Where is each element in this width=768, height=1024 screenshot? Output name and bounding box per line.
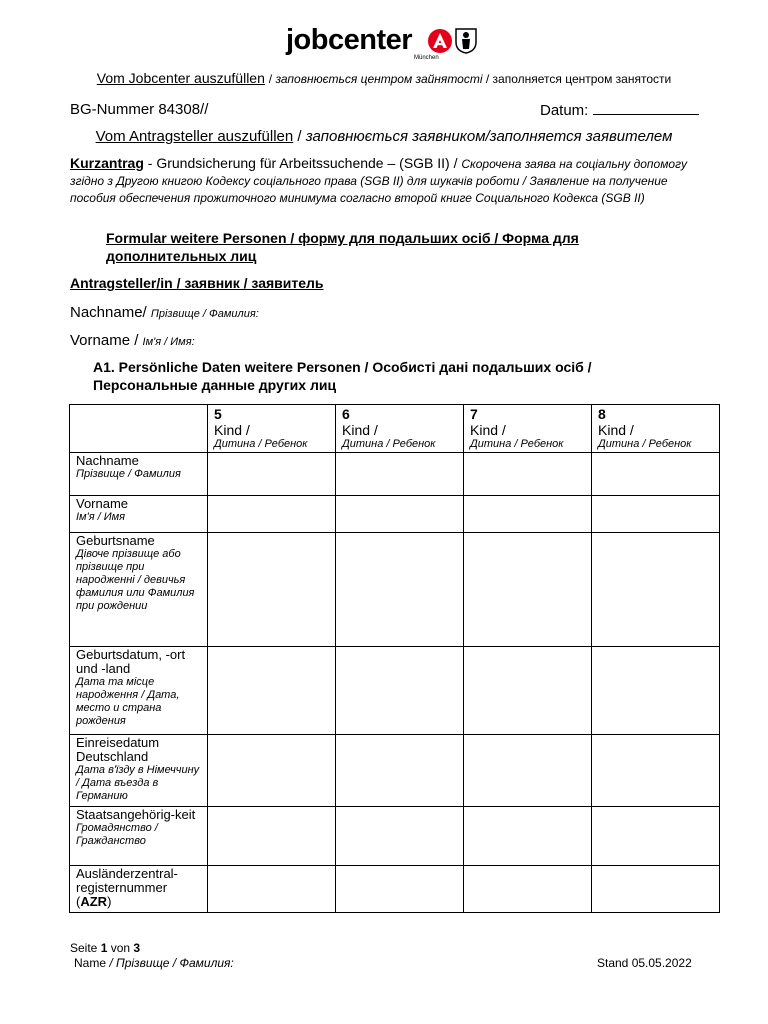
input-cell[interactable] [592,453,720,496]
column-kind: Kind / [342,422,378,438]
form-title: Formular weitere Personen / форму для подальших осіб / Форма для дополнительных лиц [106,230,579,264]
footer-name-sub: / Прізвище / Фамилия: [106,956,234,970]
fill-by-center-line: Vom Jobcenter auszufüllen / заповнюється центром зайнятості / заполняется центром занятости [96,70,672,86]
jobcenter-logo [286,24,486,64]
datum-blank[interactable] [593,101,699,115]
row-label-sub: Прізвище / Фамилия [76,468,181,480]
arbeitsagentur-logo-icon [428,29,452,53]
firstname-sub: Ім'я / Имя: [142,336,195,348]
input-cell[interactable] [464,647,592,735]
fill-by-center-uk: заповнюється центром зайнятості [275,72,483,86]
column-header-8 [592,405,720,453]
input-cell[interactable] [336,866,464,913]
row-label-de: Einreisedatum Deutschland [76,735,160,764]
kurzantrag-title: Kurzantrag [70,155,144,171]
row-label-de: Nachname [76,453,139,468]
fill-by-applicant-line: Vom Antragsteller auszufüllen / заповнюється заявником/заполняется заявителем [95,128,673,145]
row-label-de: Geburtsname [76,533,155,548]
page-number: 1 [100,941,108,955]
page-pre: Seite [70,941,101,955]
column-header-6 [336,405,464,453]
lastname-label: Nachname/ [70,304,151,321]
column-header-7 [464,405,592,453]
table-row [70,533,720,647]
table-row [70,735,720,807]
input-cell[interactable] [464,533,592,647]
input-cell[interactable] [592,735,720,807]
row-label-azr [70,866,208,913]
table-corner-cell [70,405,208,453]
input-cell[interactable] [208,533,336,647]
applicant-lastname-field[interactable] [70,304,259,321]
row-label-sub: Дівоче прізвище або прізвище при народженні / девичья фамилия или Фамилия при рождении [76,548,195,612]
firstname-label: Vorname / [70,332,143,349]
input-cell[interactable] [592,533,720,647]
column-number: 5 [214,406,222,422]
lastname-sub: Прізвище / Фамилия: [150,308,259,320]
input-cell[interactable] [208,496,336,533]
input-cell[interactable] [464,735,592,807]
input-cell[interactable] [336,533,464,647]
column-sub: Дитина / Ребенок [342,438,436,450]
column-number: 7 [470,406,478,422]
table-row [70,496,720,533]
fill-by-applicant-de: Vom Antragsteller auszufüllen [95,128,294,145]
input-cell[interactable] [592,866,720,913]
table-row [70,453,720,496]
row-label-sub: Ім'я / Имя [76,511,126,523]
column-number: 8 [598,406,606,422]
row-label-einreisedatum [70,735,208,807]
input-cell[interactable] [336,735,464,807]
column-sub: Дитина / Ребенок [598,438,692,450]
column-header-5 [208,405,336,453]
input-cell[interactable] [336,496,464,533]
input-cell[interactable] [592,647,720,735]
input-cell[interactable] [208,807,336,866]
input-cell[interactable] [464,866,592,913]
footer-name-field [74,956,234,970]
input-cell[interactable] [208,647,336,735]
column-kind: Kind / [470,422,506,438]
input-cell[interactable] [464,496,592,533]
table-header-row [70,405,720,453]
table-row [70,866,720,913]
bg-number: BG-Nummer 84308// [70,101,209,118]
input-cell[interactable] [336,453,464,496]
table-row [70,647,720,735]
applicant-firstname-field[interactable] [70,332,195,349]
table-row [70,807,720,866]
column-sub: Дитина / Ребенок [470,438,564,450]
column-sub: Дитина / Ребенок [214,438,308,450]
input-cell[interactable] [208,453,336,496]
persons-table [69,404,720,913]
page-mid: von [107,941,134,955]
fill-by-center-de: Vom Jobcenter auszufüllen [96,70,265,86]
fill-by-center-ru: заполняется центром занятости [492,72,672,86]
kurzantrag-text-uk-ru: Скорочена заява на соціальну допомогу згідно з Другою книгою Кодексу соціального права (SGB II) для шукачів роботи / Заявление на получение пособия обеспечения прожиточного минимума согласно второй книге Социального Кодекса (SGB II) [70,157,688,205]
row-label-geburtsname [70,533,208,647]
row-label-staatsangehoerigkeit [70,807,208,866]
input-cell[interactable] [336,647,464,735]
row-label-de: Ausländerzentral-registernummer ( [76,866,178,909]
munich-coat-of-arms-icon [455,28,477,54]
input-cell[interactable] [336,807,464,866]
page-indicator [70,941,140,955]
input-cell[interactable] [208,735,336,807]
column-number: 6 [342,406,350,422]
row-label-de: Staatsangehörig-keit [76,807,196,822]
input-cell[interactable] [208,866,336,913]
input-cell[interactable] [592,807,720,866]
input-cell[interactable] [464,453,592,496]
input-cell[interactable] [464,807,592,866]
logo-wordmark: jobcenter [286,24,413,56]
datum-field[interactable] [540,101,699,119]
fill-by-applicant-uk-ru: заповнюється заявником/заполняется заявителем [305,128,673,145]
row-label-de: Geburtsdatum, -ort und -land [76,647,186,676]
section-a1-heading: A1. Persönliche Daten weitere Personen / Особисті дані подальших осіб / Персональные данные других лиц [93,359,592,393]
kurzantrag-text-de: - Grundsicherung für Arbeitssuchende – (SGB II) / [143,155,462,171]
row-label-sub: Дата в'їзду в Німеччину / Дата въезда в Германию [76,764,200,802]
footer-stand: Stand 05.05.2022 [597,956,692,970]
row-label-azr-bold: AZR [80,894,108,909]
row-label-geburtsdatum [70,647,208,735]
row-label-de-post: ) [107,894,112,909]
logo-city: München [414,55,439,61]
row-label-sub: Дата та місце народження / Дата, место и страна рождения [76,676,180,727]
input-cell[interactable] [592,496,720,533]
page-total: 3 [133,941,141,955]
kurzantrag-paragraph [70,155,710,206]
row-label-de: Vorname [76,496,129,511]
column-kind: Kind / [598,422,634,438]
row-label-sub: Громадянство / Гражданство [76,822,158,847]
column-kind: Kind / [214,422,250,438]
row-label-nachname [70,453,208,496]
datum-label: Datum: [540,102,589,119]
row-label-vorname [70,496,208,533]
footer-name-label: Name [74,956,107,970]
applicant-heading: Antragsteller/in / заявник / заявитель [70,275,324,291]
